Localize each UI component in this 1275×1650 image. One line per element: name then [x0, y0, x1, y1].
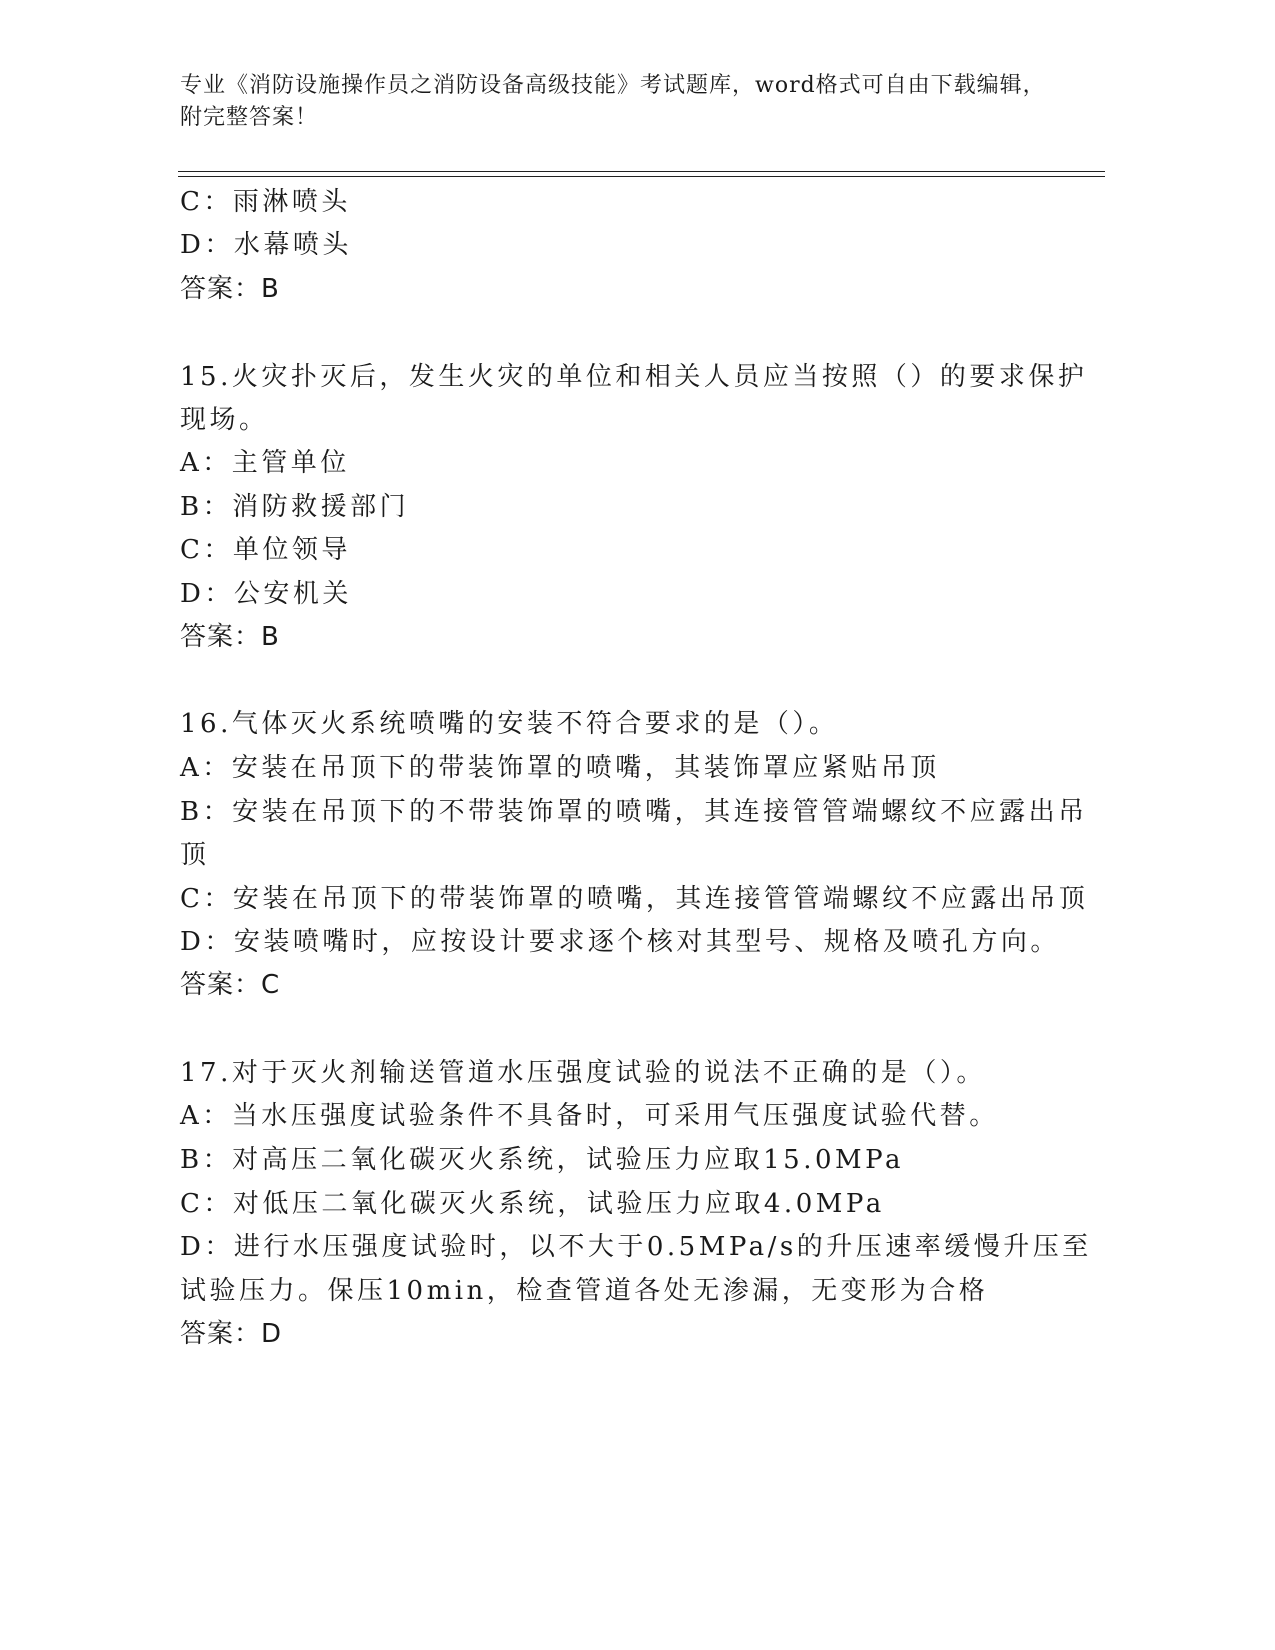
question-17-answer: 答案：D: [180, 1319, 283, 1349]
header-rule-top: [178, 171, 1105, 172]
document-header: 专业《消防设施操作员之消防设备高级技能》考试题库，word格式可自由下载编辑，附完整答案！: [180, 73, 1046, 130]
question-15-option-a: A：主管单位: [180, 448, 350, 478]
question-17-stem: 17.对于灭火剂输送管道水压强度试验的说法不正确的是（）。: [180, 1058, 986, 1088]
option-c: C：雨淋喷头: [180, 187, 351, 217]
question-16-option-d: D：安装喷嘴时，应按设计要求逐个核对其型号、规格及喷孔方向。: [180, 927, 1060, 957]
question-15-option-d: D：公安机关: [180, 579, 352, 609]
question-15-option-b: B：消防救援部门: [180, 492, 410, 522]
question-17-option-d: D：进行水压强度试验时，以不大于0.5MPa/s的升压速率缓慢升压至: [180, 1232, 1092, 1262]
question-17-option-b: B：对高压二氧化碳灭火系统，试验压力应取15.0MPa: [180, 1145, 904, 1175]
question-16-stem: 16.气体灭火系统喷嘴的安装不符合要求的是（）。: [180, 709, 839, 739]
question-15-stem: 15.火灾扑灭后，发生火灾的单位和相关人员应当按照（）的要求保护: [180, 362, 1088, 392]
question-15-option-c: C：单位领导: [180, 535, 351, 565]
question-17-option-d-cont: 试验压力。保压10min，检查管道各处无渗漏，无变形为合格: [180, 1276, 989, 1306]
question-16-option-b: B：安装在吊顶下的不带装饰罩的喷嘴，其连接管管端螺纹不应露出吊: [180, 797, 1088, 827]
option-d: D：水幕喷头: [180, 230, 352, 260]
question-16-option-a: A：安装在吊顶下的带装饰罩的喷嘴，其装饰罩应紧贴吊顶: [180, 753, 940, 783]
header-rule-bottom: [178, 176, 1105, 177]
question-16-answer: 答案：C: [180, 970, 281, 1000]
question-15-stem-cont: 现场。: [180, 405, 269, 435]
question-17-option-a: A：当水压强度试验条件不具备时，可采用气压强度试验代替。: [180, 1101, 999, 1131]
question-17-option-c: C：对低压二氧化碳灭火系统，试验压力应取4.0MPa: [180, 1189, 885, 1219]
question-16-option-c: C：安装在吊顶下的带装饰罩的喷嘴，其连接管管端螺纹不应露出吊顶: [180, 884, 1089, 914]
question-16-option-b-cont: 顶: [180, 840, 210, 870]
question-15-answer: 答案：B: [180, 622, 280, 652]
answer: 答案：B: [180, 274, 280, 304]
